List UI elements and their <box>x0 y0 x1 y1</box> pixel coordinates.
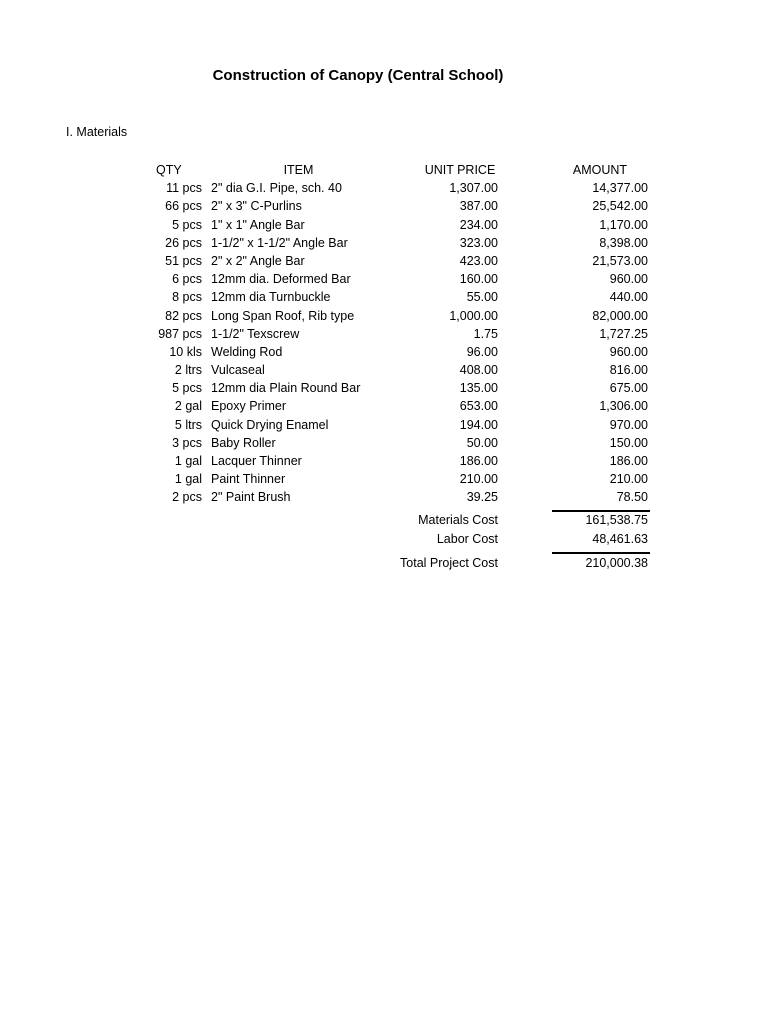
cell-unit-price: 210.00 <box>459 472 498 487</box>
table-row <box>140 379 660 397</box>
header-item: ITEM <box>283 163 314 177</box>
cell-amount: 1,727.25 <box>599 326 648 341</box>
cell-unit-price: 194.00 <box>459 417 498 432</box>
cell-amount: 8,398.00 <box>599 235 648 250</box>
cell-item: Quick Drying Enamel <box>211 417 329 432</box>
cell-unit-price: 160.00 <box>459 272 498 287</box>
cell-unit-price: 186.00 <box>459 454 498 468</box>
cell-item: 2" x 2" Angle Bar <box>211 253 305 268</box>
cell-unit-price: 387.00 <box>459 199 498 214</box>
cell-item: Vulcaseal <box>211 363 265 378</box>
table-row <box>140 488 660 506</box>
cell-amount: 14,377.00 <box>592 181 648 196</box>
materials-table <box>140 161 660 573</box>
cell-amount: 25,542.00 <box>592 199 648 214</box>
cell-qty: 2 gal <box>174 399 202 414</box>
cell-unit-price: 39.25 <box>466 490 498 505</box>
table-row <box>140 234 660 252</box>
cell-qty: 8 pcs <box>172 290 202 305</box>
cell-unit-price: 55.00 <box>466 290 498 305</box>
cell-amount: 816.00 <box>609 363 648 378</box>
table-row <box>140 325 660 343</box>
cell-qty: 6 pcs <box>172 272 202 287</box>
cell-item: 2" dia G.I. Pipe, sch. 40 <box>211 181 342 196</box>
cell-qty: 2 ltrs <box>174 363 202 378</box>
table-row <box>140 416 660 434</box>
cell-amount: 21,573.00 <box>592 253 648 268</box>
cell-qty: 1 gal <box>174 454 202 468</box>
cell-unit-price: 323.00 <box>459 235 498 250</box>
cell-unit-price: 234.00 <box>459 217 498 232</box>
cell-item: Lacquer Thinner <box>211 454 302 468</box>
table-row <box>140 197 660 215</box>
cell-unit-price: 408.00 <box>459 363 498 378</box>
cell-qty: 11 pcs <box>166 181 202 196</box>
cell-amount: 440.00 <box>609 290 648 305</box>
cell-unit-price: 1.75 <box>473 326 498 341</box>
header-unit-price: UNIT PRICE <box>424 163 496 177</box>
cell-unit-price: 50.00 <box>466 435 498 450</box>
cell-qty: 5 pcs <box>172 381 202 396</box>
cell-amount: 210.00 <box>609 472 648 487</box>
cell-item: 2" x 3" C-Purlins <box>211 199 302 214</box>
cell-item: Long Span Roof, Rib type <box>211 308 355 323</box>
table-row <box>140 179 660 197</box>
cell-item: 2" Paint Brush <box>211 490 291 505</box>
cell-unit-price: 423.00 <box>459 253 498 268</box>
table-row <box>140 270 660 288</box>
table-row <box>140 288 660 306</box>
cell-amount: 186.00 <box>609 454 648 468</box>
cell-unit-price: 135.00 <box>459 381 498 396</box>
cell-qty: 987 pcs <box>158 326 202 341</box>
cell-item: 12mm dia Plain Round Bar <box>211 381 361 396</box>
table-row <box>140 252 660 270</box>
cell-amount: 960.00 <box>609 344 648 359</box>
cell-qty: 66 pcs <box>165 199 202 214</box>
cell-qty: 5 ltrs <box>174 417 202 432</box>
cell-item: 1-1/2" x 1-1/2" Angle Bar <box>211 235 348 250</box>
cell-qty: 1 gal <box>174 472 202 487</box>
cell-item: 1-1/2" Texscrew <box>211 326 300 341</box>
cell-qty: 51 pcs <box>165 253 202 268</box>
cell-item: Paint Thinner <box>211 472 286 487</box>
cell-unit-price: 1,307.00 <box>449 181 498 196</box>
materials-cost-value: 161,538.75 <box>585 512 648 527</box>
cell-unit-price: 96.00 <box>466 344 498 359</box>
cell-amount: 82,000.00 <box>592 308 648 323</box>
cell-qty: 2 pcs <box>172 490 202 505</box>
cell-amount: 960.00 <box>609 272 648 287</box>
cell-unit-price: 1,000.00 <box>449 308 498 323</box>
cell-amount: 675.00 <box>609 381 648 396</box>
cell-item: 12mm dia Turnbuckle <box>211 290 331 305</box>
cell-qty: 26 pcs <box>165 235 202 250</box>
table-row <box>140 452 660 470</box>
table-body <box>140 179 660 506</box>
cell-qty: 5 pcs <box>172 217 202 232</box>
cell-item: 12mm dia. Deformed Bar <box>211 272 351 287</box>
cell-item: Welding Rod <box>211 344 283 359</box>
materials-cost-row <box>140 511 660 530</box>
cell-amount: 150.00 <box>609 435 648 450</box>
table-row <box>140 307 660 325</box>
cell-item: Epoxy Primer <box>211 399 287 414</box>
cell-qty: 10 kls <box>169 344 202 359</box>
labor-cost-label: Labor Cost <box>436 531 498 546</box>
cell-qty: 3 pcs <box>172 435 202 450</box>
cell-amount: 78.50 <box>616 490 648 505</box>
table-header-row <box>140 161 660 179</box>
cell-item: Baby Roller <box>211 435 276 450</box>
cell-qty: 82 pcs <box>165 308 202 323</box>
table-row <box>140 216 660 234</box>
header-amount: AMOUNT <box>572 163 628 177</box>
table-row <box>140 343 660 361</box>
header-qty: QTY <box>156 163 182 177</box>
total-project-cost-row <box>140 554 660 573</box>
cell-amount: 1,170.00 <box>599 217 648 232</box>
table-row <box>140 434 660 452</box>
cell-item: 1" x 1" Angle Bar <box>211 217 305 232</box>
total-project-cost-value: 210,000.38 <box>585 555 648 570</box>
page-title: Construction of Canopy (Central School) <box>212 67 504 84</box>
section-heading: I. Materials <box>66 125 128 139</box>
table-row <box>140 470 660 488</box>
materials-cost-label: Materials Cost <box>418 512 498 527</box>
cell-amount: 970.00 <box>609 417 648 432</box>
labor-cost-row <box>140 530 660 549</box>
table-row <box>140 361 660 379</box>
cell-unit-price: 653.00 <box>459 399 498 414</box>
labor-cost-value: 48,461.63 <box>592 531 648 546</box>
total-project-cost-label: Total Project Cost <box>400 555 498 570</box>
cell-amount: 1,306.00 <box>599 399 648 414</box>
table-row <box>140 397 660 415</box>
